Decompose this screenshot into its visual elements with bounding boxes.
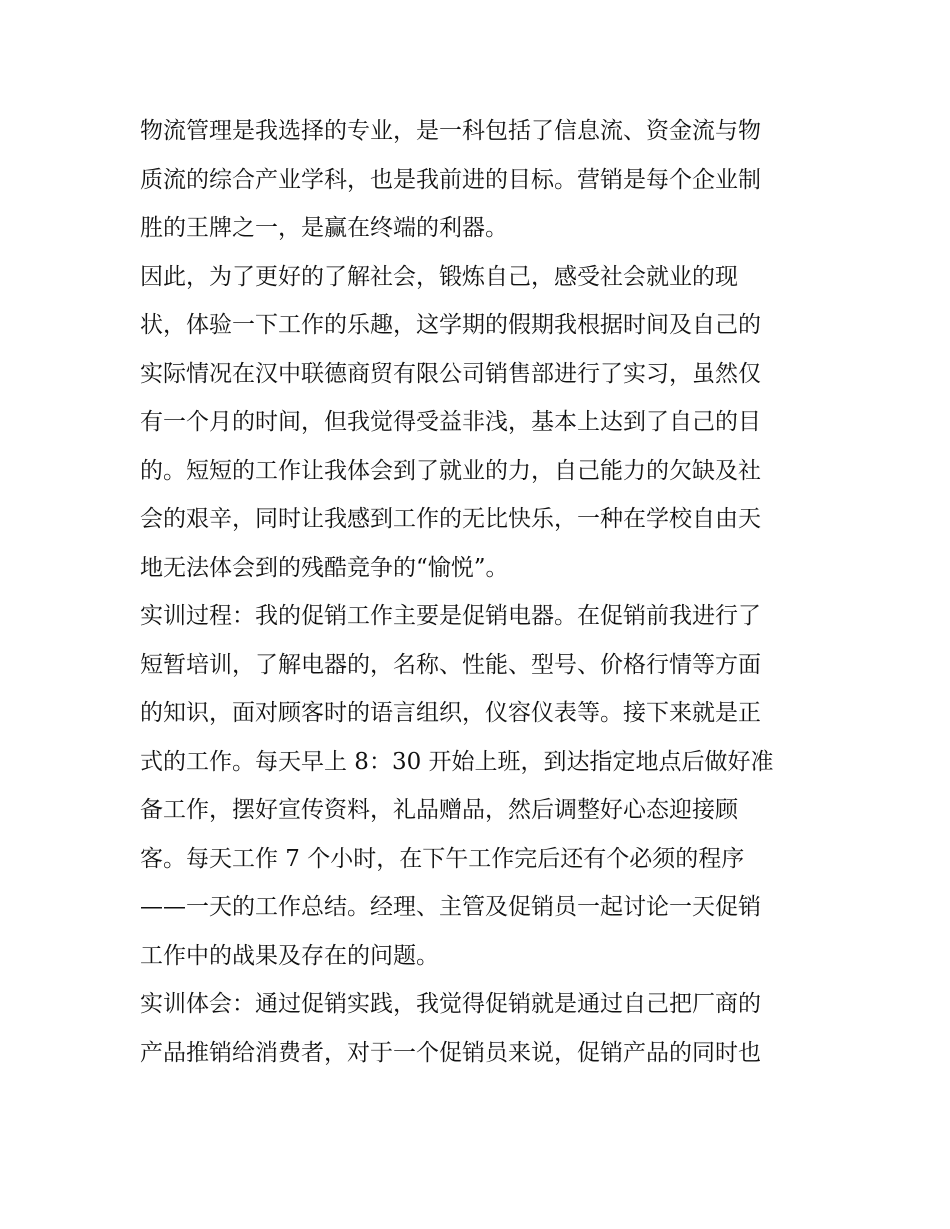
text-line: ——一天的工作总结。经理、主管及促销员一起讨论一天促销 <box>140 894 761 920</box>
text-line: 的。短短的工作让我体会到了就业的力，自己能力的欠缺及社 <box>140 457 761 484</box>
text-line: 地无法体会到的残酷竞争的“愉悦”。 <box>140 554 509 581</box>
text-line: 实训过程：我的促销工作主要是促销电器。在促销前我进行了 <box>140 603 761 629</box>
text-line: 实际情况在汉中联德商贸有限公司销售部进行了实习，虽然仅 <box>140 360 761 387</box>
document-body <box>140 107 815 1077</box>
text-line: 胜的王牌之一，是赢在终端的利器。 <box>140 215 508 241</box>
text-line: 产品推销给消费者，对于一个促销员来说，促销产品的同时也 <box>140 1039 761 1066</box>
text-line: 状，体验一下工作的乐趣，这学期的假期我根据时间及自己的 <box>140 312 761 338</box>
text-line: 有一个月的时间，但我觉得受益非浅，基本上达到了自己的目 <box>140 409 761 435</box>
text-line: 的知识，面对顾客时的语言组织，仪容仪表等。接下来就是正 <box>140 700 761 726</box>
text-line: 物流管理是我选择的专业，是一科包括了信息流、资金流与物 <box>140 118 761 144</box>
text-line: 式的工作。每天早上 8：30 开始上班，到达指定地点后做好准 <box>140 748 774 775</box>
text-line: 实训体会：通过促销实践，我觉得促销就是通过自己把厂商的 <box>140 991 761 1017</box>
text-line: 备工作，摆好宣传资料，礼品赠品，然后调整好心态迎接顾 <box>140 797 738 823</box>
text-line: 质流的综合产业学科，也是我前进的目标。营销是每个企业制 <box>140 166 761 193</box>
text-line: 因此，为了更好的了解社会，锻炼自己，感受社会就业的现 <box>140 263 738 290</box>
text-line: 会的艰辛，同时让我感到工作的无比快乐，一种在学校自由天 <box>140 506 761 532</box>
text-line: 工作中的战果及存在的问题。 <box>140 942 439 969</box>
text-line: 客。每天工作 7 个小时，在下午工作完后还有个必须的程序 <box>140 845 745 872</box>
text-line: 短暂培训，了解电器的，名称、性能、型号、价格行情等方面 <box>140 651 761 678</box>
